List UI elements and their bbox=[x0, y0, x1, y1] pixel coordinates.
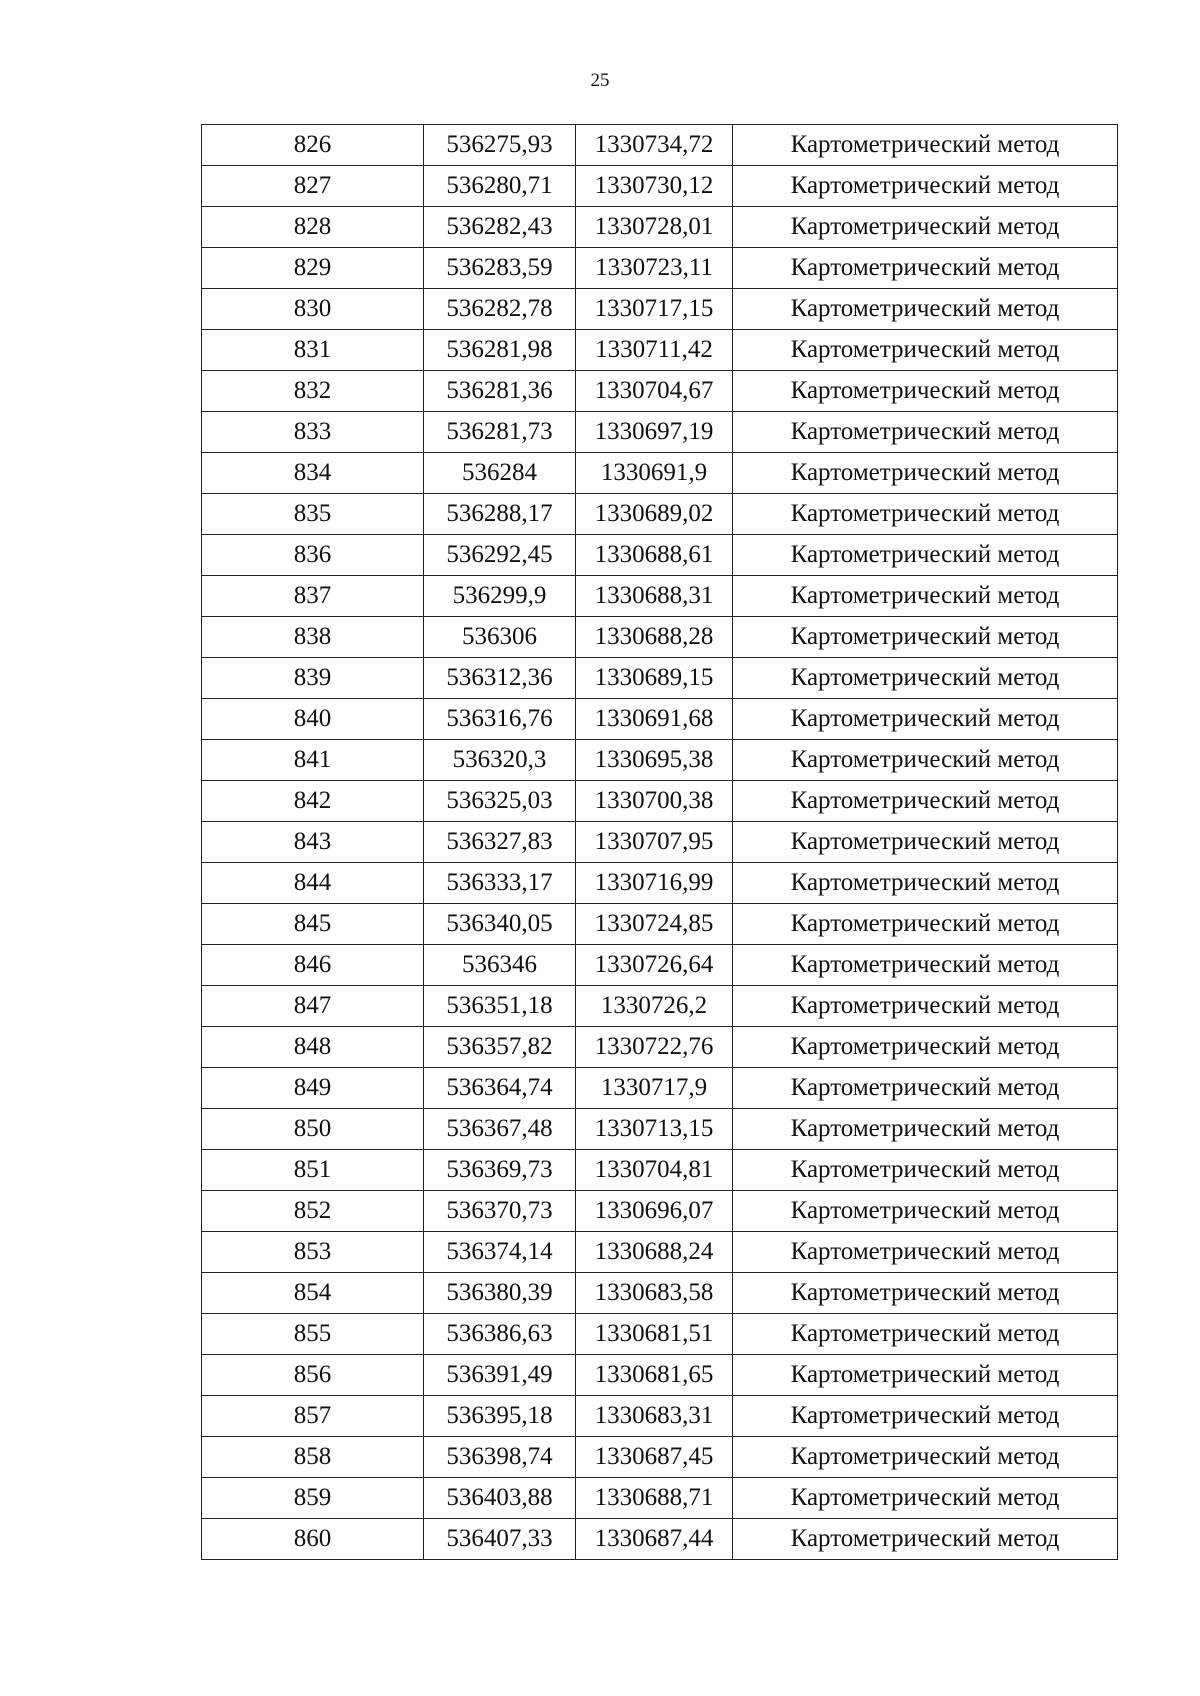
x-coordinate-cell: 536292,45 bbox=[424, 535, 576, 576]
method-cell: Картометрический метод bbox=[733, 1150, 1118, 1191]
table-row bbox=[202, 330, 1118, 371]
y-coordinate-cell: 1330700,38 bbox=[576, 781, 733, 822]
point-number-cell: 852 bbox=[202, 1191, 424, 1232]
method-cell: Картометрический метод bbox=[733, 822, 1118, 863]
x-coordinate-cell: 536281,98 bbox=[424, 330, 576, 371]
table-row bbox=[202, 658, 1118, 699]
method-cell: Картометрический метод bbox=[733, 986, 1118, 1027]
x-coordinate-cell: 536370,73 bbox=[424, 1191, 576, 1232]
x-coordinate-cell: 536374,14 bbox=[424, 1232, 576, 1273]
point-number-cell: 853 bbox=[202, 1232, 424, 1273]
method-cell: Картометрический метод bbox=[733, 207, 1118, 248]
table-row bbox=[202, 699, 1118, 740]
y-coordinate-cell: 1330726,2 bbox=[576, 986, 733, 1027]
y-coordinate-cell: 1330687,45 bbox=[576, 1437, 733, 1478]
table-row bbox=[202, 986, 1118, 1027]
point-number-cell: 828 bbox=[202, 207, 424, 248]
x-coordinate-cell: 536320,3 bbox=[424, 740, 576, 781]
point-number-cell: 858 bbox=[202, 1437, 424, 1478]
point-number-cell: 857 bbox=[202, 1396, 424, 1437]
table-row bbox=[202, 1396, 1118, 1437]
table-row bbox=[202, 576, 1118, 617]
point-number-cell: 840 bbox=[202, 699, 424, 740]
point-number-cell: 831 bbox=[202, 330, 424, 371]
y-coordinate-cell: 1330681,51 bbox=[576, 1314, 733, 1355]
point-number-cell: 839 bbox=[202, 658, 424, 699]
method-cell: Картометрический метод bbox=[733, 1396, 1118, 1437]
x-coordinate-cell: 536284 bbox=[424, 453, 576, 494]
point-number-cell: 826 bbox=[202, 125, 424, 166]
table-row bbox=[202, 453, 1118, 494]
point-number-cell: 849 bbox=[202, 1068, 424, 1109]
table-row bbox=[202, 781, 1118, 822]
y-coordinate-cell: 1330689,02 bbox=[576, 494, 733, 535]
table-row bbox=[202, 1355, 1118, 1396]
table-row bbox=[202, 1519, 1118, 1560]
y-coordinate-cell: 1330707,95 bbox=[576, 822, 733, 863]
x-coordinate-cell: 536288,17 bbox=[424, 494, 576, 535]
point-number-cell: 830 bbox=[202, 289, 424, 330]
x-coordinate-cell: 536316,76 bbox=[424, 699, 576, 740]
x-coordinate-cell: 536306 bbox=[424, 617, 576, 658]
y-coordinate-cell: 1330689,15 bbox=[576, 658, 733, 699]
x-coordinate-cell: 536398,74 bbox=[424, 1437, 576, 1478]
method-cell: Картометрический метод bbox=[733, 1314, 1118, 1355]
table-row bbox=[202, 1027, 1118, 1068]
method-cell: Картометрический метод bbox=[733, 1437, 1118, 1478]
method-cell: Картометрический метод bbox=[733, 453, 1118, 494]
method-cell: Картометрический метод bbox=[733, 412, 1118, 453]
x-coordinate-cell: 536275,93 bbox=[424, 125, 576, 166]
y-coordinate-cell: 1330717,15 bbox=[576, 289, 733, 330]
x-coordinate-cell: 536282,43 bbox=[424, 207, 576, 248]
method-cell: Картометрический метод bbox=[733, 781, 1118, 822]
x-coordinate-cell: 536282,78 bbox=[424, 289, 576, 330]
table-row bbox=[202, 125, 1118, 166]
table-row bbox=[202, 166, 1118, 207]
method-cell: Картометрический метод bbox=[733, 1273, 1118, 1314]
y-coordinate-cell: 1330688,31 bbox=[576, 576, 733, 617]
y-coordinate-cell: 1330704,67 bbox=[576, 371, 733, 412]
x-coordinate-cell: 536280,71 bbox=[424, 166, 576, 207]
y-coordinate-cell: 1330697,19 bbox=[576, 412, 733, 453]
point-number-cell: 851 bbox=[202, 1150, 424, 1191]
method-cell: Картометрический метод bbox=[733, 699, 1118, 740]
y-coordinate-cell: 1330688,61 bbox=[576, 535, 733, 576]
point-number-cell: 827 bbox=[202, 166, 424, 207]
point-number-cell: 860 bbox=[202, 1519, 424, 1560]
point-number-cell: 836 bbox=[202, 535, 424, 576]
point-number-cell: 854 bbox=[202, 1273, 424, 1314]
x-coordinate-cell: 536391,49 bbox=[424, 1355, 576, 1396]
y-coordinate-cell: 1330713,15 bbox=[576, 1109, 733, 1150]
table-row bbox=[202, 945, 1118, 986]
point-number-cell: 848 bbox=[202, 1027, 424, 1068]
table-row bbox=[202, 1109, 1118, 1150]
y-coordinate-cell: 1330691,68 bbox=[576, 699, 733, 740]
table-row bbox=[202, 371, 1118, 412]
table-row bbox=[202, 1191, 1118, 1232]
point-number-cell: 841 bbox=[202, 740, 424, 781]
point-number-cell: 847 bbox=[202, 986, 424, 1027]
y-coordinate-cell: 1330717,9 bbox=[576, 1068, 733, 1109]
y-coordinate-cell: 1330728,01 bbox=[576, 207, 733, 248]
x-coordinate-cell: 536407,33 bbox=[424, 1519, 576, 1560]
x-coordinate-cell: 536325,03 bbox=[424, 781, 576, 822]
y-coordinate-cell: 1330695,38 bbox=[576, 740, 733, 781]
method-cell: Картометрический метод bbox=[733, 166, 1118, 207]
y-coordinate-cell: 1330711,42 bbox=[576, 330, 733, 371]
method-cell: Картометрический метод bbox=[733, 535, 1118, 576]
x-coordinate-cell: 536403,88 bbox=[424, 1478, 576, 1519]
y-coordinate-cell: 1330723,11 bbox=[576, 248, 733, 289]
x-coordinate-cell: 536364,74 bbox=[424, 1068, 576, 1109]
x-coordinate-cell: 536283,59 bbox=[424, 248, 576, 289]
y-coordinate-cell: 1330722,76 bbox=[576, 1027, 733, 1068]
x-coordinate-cell: 536333,17 bbox=[424, 863, 576, 904]
method-cell: Картометрический метод bbox=[733, 1355, 1118, 1396]
method-cell: Картометрический метод bbox=[733, 904, 1118, 945]
y-coordinate-cell: 1330681,65 bbox=[576, 1355, 733, 1396]
x-coordinate-cell: 536346 bbox=[424, 945, 576, 986]
table-row bbox=[202, 494, 1118, 535]
method-cell: Картометрический метод bbox=[733, 576, 1118, 617]
table-row bbox=[202, 822, 1118, 863]
y-coordinate-cell: 1330734,72 bbox=[576, 125, 733, 166]
method-cell: Картометрический метод bbox=[733, 1027, 1118, 1068]
table-row bbox=[202, 1478, 1118, 1519]
method-cell: Картометрический метод bbox=[733, 863, 1118, 904]
table-row bbox=[202, 904, 1118, 945]
method-cell: Картометрический метод bbox=[733, 289, 1118, 330]
table-body bbox=[202, 125, 1118, 1560]
method-cell: Картометрический метод bbox=[733, 1478, 1118, 1519]
point-number-cell: 859 bbox=[202, 1478, 424, 1519]
method-cell: Картометрический метод bbox=[733, 740, 1118, 781]
method-cell: Картометрический метод bbox=[733, 248, 1118, 289]
y-coordinate-cell: 1330687,44 bbox=[576, 1519, 733, 1560]
table-row bbox=[202, 1150, 1118, 1191]
table-row bbox=[202, 1273, 1118, 1314]
point-number-cell: 856 bbox=[202, 1355, 424, 1396]
table-row bbox=[202, 1437, 1118, 1478]
point-number-cell: 837 bbox=[202, 576, 424, 617]
table-row bbox=[202, 1314, 1118, 1355]
y-coordinate-cell: 1330696,07 bbox=[576, 1191, 733, 1232]
table-row bbox=[202, 412, 1118, 453]
y-coordinate-cell: 1330683,31 bbox=[576, 1396, 733, 1437]
y-coordinate-cell: 1330730,12 bbox=[576, 166, 733, 207]
point-number-cell: 846 bbox=[202, 945, 424, 986]
y-coordinate-cell: 1330688,24 bbox=[576, 1232, 733, 1273]
y-coordinate-cell: 1330688,28 bbox=[576, 617, 733, 658]
x-coordinate-cell: 536357,82 bbox=[424, 1027, 576, 1068]
page-number: 25 bbox=[590, 70, 610, 91]
x-coordinate-cell: 536395,18 bbox=[424, 1396, 576, 1437]
table-row bbox=[202, 863, 1118, 904]
y-coordinate-cell: 1330704,81 bbox=[576, 1150, 733, 1191]
point-number-cell: 850 bbox=[202, 1109, 424, 1150]
table-row bbox=[202, 289, 1118, 330]
y-coordinate-cell: 1330691,9 bbox=[576, 453, 733, 494]
method-cell: Картометрический метод bbox=[733, 494, 1118, 535]
x-coordinate-cell: 536281,73 bbox=[424, 412, 576, 453]
table-row bbox=[202, 740, 1118, 781]
point-number-cell: 829 bbox=[202, 248, 424, 289]
table-row bbox=[202, 1068, 1118, 1109]
method-cell: Картометрический метод bbox=[733, 1232, 1118, 1273]
method-cell: Картометрический метод bbox=[733, 617, 1118, 658]
table-row bbox=[202, 1232, 1118, 1273]
point-number-cell: 845 bbox=[202, 904, 424, 945]
method-cell: Картометрический метод bbox=[733, 1191, 1118, 1232]
point-number-cell: 833 bbox=[202, 412, 424, 453]
point-number-cell: 838 bbox=[202, 617, 424, 658]
method-cell: Картометрический метод bbox=[733, 1068, 1118, 1109]
y-coordinate-cell: 1330683,58 bbox=[576, 1273, 733, 1314]
x-coordinate-cell: 536312,36 bbox=[424, 658, 576, 699]
x-coordinate-cell: 536369,73 bbox=[424, 1150, 576, 1191]
coordinates-table bbox=[201, 124, 1118, 1560]
y-coordinate-cell: 1330726,64 bbox=[576, 945, 733, 986]
y-coordinate-cell: 1330688,71 bbox=[576, 1478, 733, 1519]
point-number-cell: 855 bbox=[202, 1314, 424, 1355]
method-cell: Картометрический метод bbox=[733, 125, 1118, 166]
x-coordinate-cell: 536380,39 bbox=[424, 1273, 576, 1314]
table-row bbox=[202, 617, 1118, 658]
x-coordinate-cell: 536281,36 bbox=[424, 371, 576, 412]
method-cell: Картометрический метод bbox=[733, 658, 1118, 699]
method-cell: Картометрический метод bbox=[733, 1109, 1118, 1150]
x-coordinate-cell: 536340,05 bbox=[424, 904, 576, 945]
x-coordinate-cell: 536351,18 bbox=[424, 986, 576, 1027]
method-cell: Картометрический метод bbox=[733, 945, 1118, 986]
point-number-cell: 834 bbox=[202, 453, 424, 494]
x-coordinate-cell: 536367,48 bbox=[424, 1109, 576, 1150]
table-row bbox=[202, 248, 1118, 289]
y-coordinate-cell: 1330724,85 bbox=[576, 904, 733, 945]
y-coordinate-cell: 1330716,99 bbox=[576, 863, 733, 904]
point-number-cell: 835 bbox=[202, 494, 424, 535]
method-cell: Картометрический метод bbox=[733, 330, 1118, 371]
point-number-cell: 842 bbox=[202, 781, 424, 822]
point-number-cell: 832 bbox=[202, 371, 424, 412]
method-cell: Картометрический метод bbox=[733, 371, 1118, 412]
table-row bbox=[202, 535, 1118, 576]
point-number-cell: 843 bbox=[202, 822, 424, 863]
table-row bbox=[202, 207, 1118, 248]
point-number-cell: 844 bbox=[202, 863, 424, 904]
x-coordinate-cell: 536327,83 bbox=[424, 822, 576, 863]
x-coordinate-cell: 536386,63 bbox=[424, 1314, 576, 1355]
method-cell: Картометрический метод bbox=[733, 1519, 1118, 1560]
x-coordinate-cell: 536299,9 bbox=[424, 576, 576, 617]
